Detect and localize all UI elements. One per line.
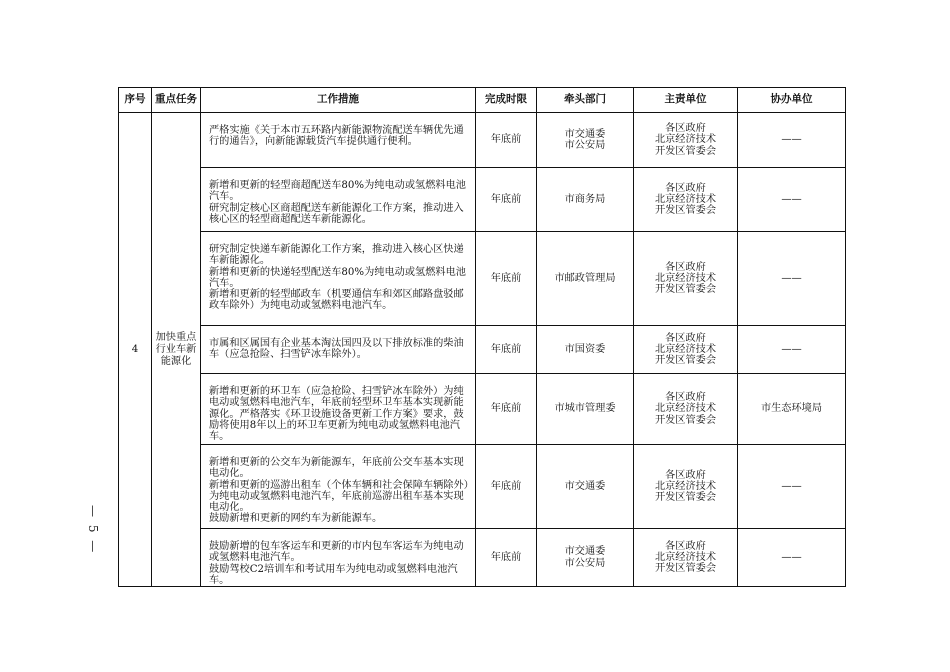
measure-cell <box>201 232 476 326</box>
assist-cell: —— <box>738 113 846 168</box>
responsible-text: 各区政府 <box>665 540 706 552</box>
measure-text: 鼓励新增和更新的网约车为新能源车。 <box>209 513 383 525</box>
responsible-cell <box>634 232 738 326</box>
measure-text: 新增和更新的快递轻型配送车80%为纯电动或氢燃料电池汽车。 <box>209 266 466 289</box>
responsible-text: 各区政府 <box>665 123 706 135</box>
table-row <box>119 326 846 374</box>
deadline-cell: 年底前 <box>476 374 537 445</box>
lead-text: 市商务局 <box>564 193 606 205</box>
deadline-cell: 年底前 <box>476 326 537 374</box>
table-row <box>119 445 846 529</box>
header-responsible: 主责单位 <box>634 88 738 113</box>
assist-cell: —— <box>738 529 846 587</box>
table-row <box>119 168 846 232</box>
responsible-text: 北京经济技术 <box>654 551 717 563</box>
measure-text: 市属和区属国有企业基本淘汰国四及以下排放标准的柴油车（应急抢险、扫雪铲冰车除外）。 <box>209 338 464 361</box>
lead-cell <box>537 326 634 374</box>
measure-cell <box>201 168 476 232</box>
responsible-text: 开发区管委会 <box>654 414 717 426</box>
table-row <box>119 529 846 587</box>
header-index: 序号 <box>119 88 152 113</box>
measure-text: 新增和更新的巡游出租车（个体车辆和社会保障车辆除外）为纯电动或氢燃料电池汽车，年底前巡游出租车基本实现电动化。 <box>209 479 469 514</box>
responsible-text: 各区政府 <box>665 332 706 344</box>
responsible-text: 各区政府 <box>665 392 706 404</box>
responsible-cell <box>634 529 738 587</box>
assist-cell: 市生态环境局 <box>738 374 846 445</box>
assist-cell: —— <box>738 168 846 232</box>
lead-cell <box>537 232 634 326</box>
responsible-text: 开发区管委会 <box>654 563 717 575</box>
measure-cell <box>201 529 476 587</box>
lead-cell <box>537 374 634 445</box>
measure-text: 新增和更新的公交车为新能源车，年底前公交车基本实现电动化。 <box>209 457 464 480</box>
table-row <box>119 232 846 326</box>
responsible-text: 北京经济技术 <box>654 343 717 355</box>
deadline-cell: 年底前 <box>476 168 537 232</box>
measure-cell <box>201 445 476 529</box>
lead-cell <box>537 529 634 587</box>
responsible-cell <box>634 326 738 374</box>
deadline-cell: 年底前 <box>476 113 537 168</box>
responsible-text: 各区政府 <box>665 469 706 481</box>
assist-cell: —— <box>738 445 846 529</box>
responsible-text: 北京经济技术 <box>654 193 717 205</box>
page-number: — 5 — <box>86 505 100 555</box>
measure-cell <box>201 113 476 168</box>
lead-text: 市国资委 <box>564 343 606 355</box>
header-assist: 协办单位 <box>738 88 846 113</box>
measure-text: 新增和更新的轻型商超配送车80%为纯电动或氢燃料电池汽车。 <box>209 180 466 203</box>
header-row <box>119 88 846 113</box>
assist-cell: —— <box>738 326 846 374</box>
measure-text: 研究制定核心区商超配送车新能源化工作方案，推动进入核心区的轻型商超配送车新能源化。 <box>209 202 464 225</box>
deadline-cell: 年底前 <box>476 529 537 587</box>
deadline-cell: 年底前 <box>476 232 537 326</box>
measure-cell <box>201 326 476 374</box>
responsible-text: 北京经济技术 <box>654 480 717 492</box>
responsible-text: 北京经济技术 <box>654 403 717 415</box>
responsible-text: 开发区管委会 <box>654 145 717 157</box>
responsible-text: 北京经济技术 <box>654 134 717 146</box>
responsible-text: 各区政府 <box>665 182 706 194</box>
responsible-text: 开发区管委会 <box>654 284 717 296</box>
header-task: 重点任务 <box>152 88 201 113</box>
responsible-cell <box>634 113 738 168</box>
lead-cell <box>537 113 634 168</box>
responsible-cell <box>634 445 738 529</box>
lead-text: 市交通委 <box>564 546 606 558</box>
measure-text: 鼓励驾校C2培训车和考试用车为纯电动或氢燃料电池汽车。 <box>209 563 458 586</box>
lead-text: 市公安局 <box>564 557 606 569</box>
responsible-cell <box>634 374 738 445</box>
responsible-cell <box>634 168 738 232</box>
assist-cell: —— <box>738 232 846 326</box>
measure-text: 鼓励新增的包车客运车和更新的市内包车客运车为纯电动或氢燃料电池汽车。 <box>209 541 464 564</box>
row-task: 加快重点行业车新能源化 <box>152 113 201 587</box>
lead-text: 市交通委 <box>564 480 606 492</box>
measure-text: 新增和更新的环卫车（应急抢险、扫雪铲冰车除外）为纯电动或氢燃料电池汽车，年底前轻型环卫车基本实现新能源化。严格落实《环卫设施设备更新工作方案》要求，鼓励将使用8年以上的环卫车更新为纯电动或氢燃料电池汽车。 <box>209 386 464 443</box>
responsible-text: 开发区管委会 <box>654 492 717 504</box>
header-deadline: 完成时限 <box>476 88 537 113</box>
lead-cell <box>537 168 634 232</box>
lead-text: 市公安局 <box>564 140 606 151</box>
row-index: 4 <box>119 113 152 587</box>
task-table <box>118 87 846 587</box>
measure-text: 研究制定快递车新能源化工作方案，推动进入核心区快递车新能源化。 <box>209 244 464 267</box>
responsible-text: 各区政府 <box>665 261 706 273</box>
header-measures: 工作措施 <box>201 88 476 113</box>
measure-cell <box>201 374 476 445</box>
lead-cell <box>537 445 634 529</box>
lead-text: 市城市管理委 <box>554 403 616 415</box>
responsible-text: 开发区管委会 <box>654 355 717 367</box>
responsible-text: 开发区管委会 <box>654 205 717 217</box>
header-lead: 牵头部门 <box>537 88 634 113</box>
measure-text: 新增和更新的轻型邮政车（机要通信车和郊区邮路盘驳邮政车除外）为纯电动或氢燃料电池汽车。 <box>209 289 464 312</box>
lead-text: 市交通委 <box>564 128 606 140</box>
table-row <box>119 113 846 168</box>
measure-text: 严格实施《关于本市五环路内新能源物流配送车辆优先通行的通告》，向新能源载货汽车提供通行便利。 <box>209 125 464 148</box>
table-row <box>119 374 846 445</box>
deadline-cell: 年底前 <box>476 445 537 529</box>
responsible-text: 北京经济技术 <box>654 272 717 284</box>
lead-text: 市邮政管理局 <box>554 272 616 284</box>
